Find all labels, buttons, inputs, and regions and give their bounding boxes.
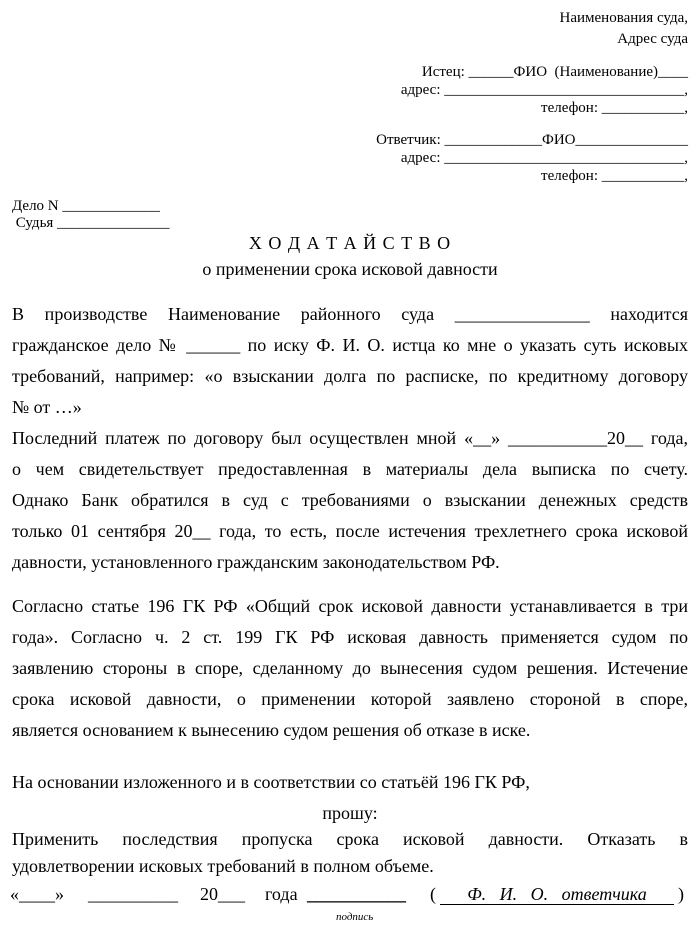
paragraph-line: заявлению стороны в споре, сделанному до вынесения судом решения. Истечение <box>12 658 688 678</box>
paragraph-2 <box>12 423 688 578</box>
basis-statement: На основании изложенного и в соответствии со статьёй 196 ГК РФ, <box>12 772 530 792</box>
request-paragraph <box>12 826 688 880</box>
judge-line: Судья _______________ <box>12 215 170 231</box>
defendant-name-field: Ф. И. О. ответчика <box>440 884 674 905</box>
court-name: Наименования суда, <box>559 10 688 26</box>
name-paren-open: ( <box>430 884 436 904</box>
paragraph-3 <box>12 591 688 746</box>
request-heading: прошу: <box>322 803 378 823</box>
paragraph-line: Последний платеж по договору был осуществлен мной «__» ___________20__ года, <box>12 428 688 448</box>
case-number: Дело N _____________ <box>12 198 160 214</box>
paragraph-line: № от …» <box>12 397 82 417</box>
court-address: Адрес суда <box>617 31 688 47</box>
plaintiff-line: Истец: ______ФИО (Наименование)____ <box>421 64 688 80</box>
paragraph-line: только 01 сентября 20__ года, то есть, после истечения трехлетнего срока исковой <box>12 521 688 541</box>
paragraph-line: года». Согласно ч. 2 ст. 199 ГК РФ исковая давность применяется судом по <box>12 627 688 647</box>
paragraph-line: удовлетворении исковых требований в полном объеме. <box>12 856 434 876</box>
name-paren-close: ) <box>678 884 684 904</box>
signature-line: ___________ <box>307 884 406 904</box>
plaintiff-phone: телефон: ___________, <box>541 100 688 116</box>
paragraph-line: Применить последствия пропуска срока исковой давности. Отказать в <box>12 829 688 849</box>
paragraph-line: гражданское дело № ______ по иску Ф. И. О. истца ко мне о указать суть исковых <box>12 335 688 355</box>
document-subtitle: о применении срока исковой давности <box>202 259 498 279</box>
paragraph-1 <box>12 299 688 423</box>
date-year-field: 20___ <box>200 884 245 904</box>
paragraph-line: В производстве Наименование районного суда _______________ находится <box>12 304 688 324</box>
paragraph-line: требований, например: «о взыскании долга по расписке, по кредитному договору <box>12 366 688 386</box>
paragraph-line: является основанием к вынесению судом решения об отказе в иске. <box>12 720 531 740</box>
paragraph-line: давности, установленного гражданским законодательством РФ. <box>12 552 500 572</box>
defendant-phone: телефон: ___________, <box>541 168 688 184</box>
paragraph-line: срока исковой давности, о применении которой заявлено стороной в споре, <box>12 689 688 709</box>
defendant-line: Ответчик: _____________ФИО_______________ <box>376 132 688 148</box>
plaintiff-address: адрес: ________________________________, <box>400 82 688 98</box>
defendant-address: адрес: ________________________________, <box>400 150 688 166</box>
date-year-word: года <box>265 884 298 904</box>
paragraph-line: Согласно статье 196 ГК РФ «Общий срок исковой давности устанавливается в три <box>12 596 688 616</box>
date-day-field: «____» <box>10 884 64 904</box>
signature-caption: подпись <box>336 911 374 923</box>
date-month-field: __________ <box>88 884 178 904</box>
paragraph-line: Однако Банк обратился в суд с требованиями о взыскании денежных средств <box>12 490 688 510</box>
paragraph-line: о чем свидетельствует предоставленная в материалы дела выписка по счету. <box>12 459 688 479</box>
document-title: Х О Д А Т А Й С Т В О <box>248 233 452 253</box>
